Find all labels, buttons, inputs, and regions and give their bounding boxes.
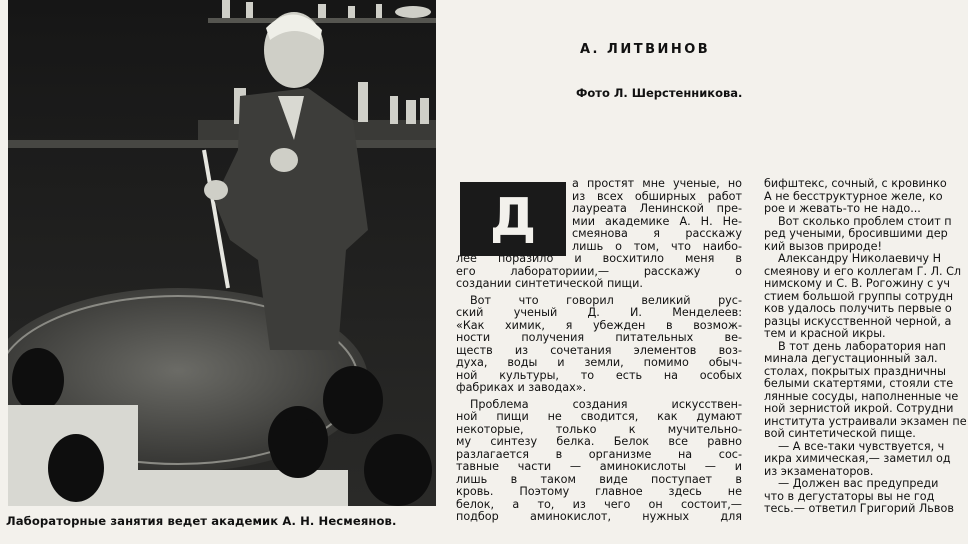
text-line: столах, покрытых праздничны <box>764 365 946 378</box>
text-line: а простят мне ученые, но <box>572 178 742 190</box>
text-line: белыми скатертями, стояли сте <box>764 378 954 390</box>
text-line: стием большой группы сотрудн <box>764 290 954 303</box>
text-line: мии академике А. Н. Не- <box>572 215 742 228</box>
photo-caption: Лабораторные занятия ведет академик А. Н. Несмеянов. <box>6 514 397 528</box>
text-line: тесь.— ответил Григорий Львов <box>764 503 954 515</box>
text-line: ной зернистой икрой. Сотрудни <box>764 403 954 415</box>
text-line: из всех обширных работ <box>572 190 742 203</box>
text-line: «Как химик, я убежден в возмож- <box>456 319 742 332</box>
text-line: Александру Николаевичу Н <box>778 253 942 265</box>
author-name: А. ЛИТВИНОВ <box>580 42 711 57</box>
column-1-top <box>572 178 742 253</box>
text-line: лауреата Ленинской пре- <box>572 203 742 215</box>
text-line: лее поразило и восхитило меня в <box>456 253 742 265</box>
text-line: бифштекс, сочный, с кровинко <box>764 178 947 190</box>
text-line: — Должен вас предупреди <box>778 478 939 490</box>
text-line: тавные части — аминокислоты — и <box>456 461 742 473</box>
text-line: ский ученый Д. И. Менделеев: <box>456 307 742 319</box>
text-line: из экзаменаторов. <box>764 465 874 478</box>
text-line: тем и красной икры. <box>764 328 886 340</box>
drop-cap-letter: Д <box>489 188 537 248</box>
text-line: белок, а то, из чего он состоит,— <box>456 498 742 511</box>
text-line: икра химическая,— заметил од <box>764 453 951 465</box>
lecture-photo <box>8 0 436 506</box>
text-line: ной культуры, то есть на особых <box>456 369 742 382</box>
text-line: му синтезу белка. Белок все равно <box>456 436 742 448</box>
column-2 <box>764 178 968 516</box>
text-line: лишь в таком виде поступает в <box>456 473 742 486</box>
text-line: фабриках и заводах». <box>456 382 587 394</box>
text-line: что в дегустаторы вы не год <box>764 490 935 503</box>
text-line: смеянову и его коллегам Г. Л. Сл <box>764 265 962 278</box>
text-line: духа, воды и земли, помимо обыч- <box>456 357 742 369</box>
text-line: ществ из сочетания элементов воз- <box>456 344 742 357</box>
text-line: кий вызов природе! <box>764 240 882 253</box>
text-line: его лабораториии,— расскажу о <box>456 265 742 278</box>
text-line: ности получения питательных ве- <box>456 332 742 344</box>
text-line: института устраивали экзамен пе <box>764 415 967 428</box>
text-line: кровь. Поэтому главное здесь не <box>456 486 742 498</box>
text-line: смеянова я расскажу <box>572 228 742 240</box>
text-line: ков удалось получить первые о <box>764 303 952 315</box>
text-line: — А все-таки чувствуется, ч <box>778 440 945 453</box>
text-line: разлагается в организме на сос- <box>456 448 742 461</box>
photo-credit: Фото Л. Шерстенникова. <box>576 86 743 100</box>
text-line: создании синтетической пищи. <box>456 278 643 290</box>
text-line: ред учеными, бросившими дер <box>764 228 948 240</box>
text-line: разцы искусственной черной, а <box>764 315 952 328</box>
lecture-photo-illustration <box>8 0 436 506</box>
text-line: некоторые, только к мучительно- <box>456 423 742 436</box>
text-line: рое и жевать-то не надо... <box>764 203 921 215</box>
text-line: Вот что говорил великий рус- <box>470 294 742 307</box>
text-line: В тот день лаборатория нап <box>778 340 946 353</box>
text-line: подбор аминокислот, нужных для <box>456 511 742 523</box>
column-1-bottom <box>456 253 742 524</box>
text-line: минала дегустационный зал. <box>764 353 938 365</box>
text-line: лянные сосуды, наполненные че <box>764 390 959 403</box>
text-line: вой синтетической пище. <box>764 428 916 440</box>
text-line: лишь о том, что наибо- <box>572 240 742 253</box>
text-line: ной пищи не сводится, как думают <box>456 411 742 423</box>
drop-cap <box>460 182 566 256</box>
text-line: нимскому и С. В. Рогожину с уч <box>764 278 951 290</box>
text-line: Проблема создания искусствен- <box>470 398 742 411</box>
text-line: А не бесструктурное желе, ко <box>764 190 943 203</box>
text-line: Вот сколько проблем стоит п <box>778 215 952 228</box>
